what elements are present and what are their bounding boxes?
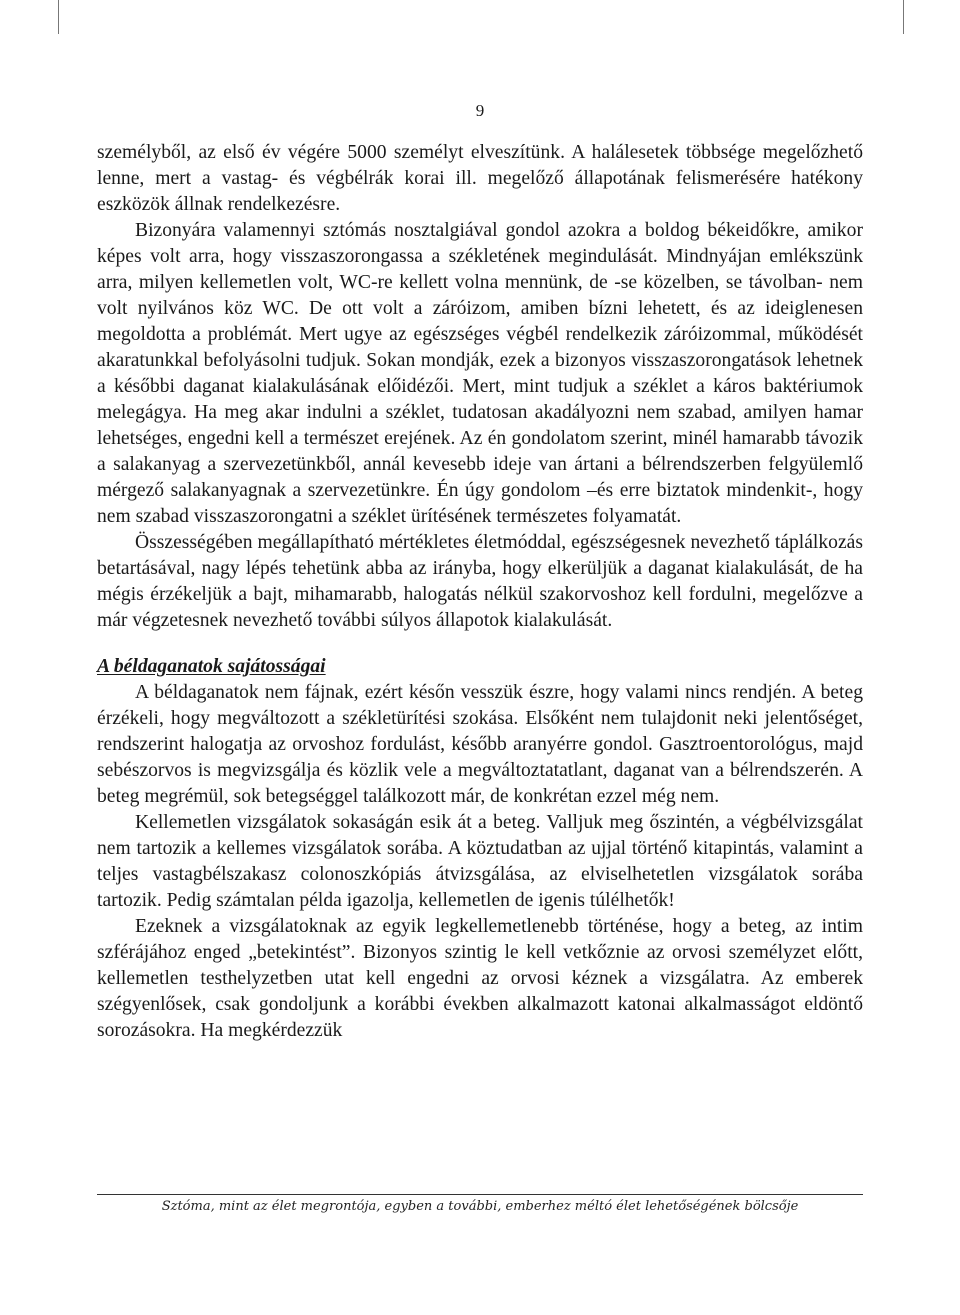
running-footer: Sztóma, mint az élet megrontója, egyben a további, emberhez méltó élet lehetőségének bölcsője: [161, 1199, 799, 1214]
section-paragraph-1: A béldaganatok nem fájnak, ezért későn vesszük észre, hogy valami nincs rendjén. A beteg érzékeli, hogy megváltozott a székletürítési szokása. Elsőként nem tulajdonit neki jelentőséget, rendszerint halogatja az orvoshoz fordulást, később aranyérre gondol. Gasztroentorológus, majd sebészorvos is megvizsgálja és közlik vele a megváltoztatatlant, daganat van a bélrendszerén. A beteg megrémül, sok betegséggel találkozott már, de konkrétan ezzel még nem.: [97, 682, 863, 807]
section-paragraph-2: Kellemetlen vizsgálatok sokaságán esik át a beteg. Valljuk meg őszintén, a végbélvizsgálat nem tartozik a kellemes vizsgálatok sorába. A köztudatban az ujjal történő kitapintás, valamint a teljes vastagbélszakasz colonoszkópiás átvizsgálása, az elviselhetetlen vizsgálatok sorába tartozik. Pedig számtalan példa igazolja, kellemetlen de igenis túlélhetők!: [97, 812, 863, 911]
page-body: [97, 140, 863, 1044]
section-title: A béldaganatok sajátosságai: [97, 656, 326, 677]
crop-mark-left: [58, 0, 59, 34]
body-paragraph-2: Bizonyára valamennyi sztómás nosztalgiával gondol azokra a boldog békeidőkre, amikor képes volt arra, hogy visszaszorongassa a székletének megindulását. Mindnyájan emlékszünk arra, milyen kellemetlen volt, WC-re kellett volna mennünk, de -se közelben, se távolban- nem volt nyilvános köz WC. De ott volt a záróizom, amiben bízni lehetett, és az ideiglenesen megoldotta a problémát. Mert ugye az egészséges végbél rendelkezik záróizommal, működését akaratunkkal befolyásolni tudjuk. Sokan mondják, ezek a bizonyos visszaszorongatások lehetnek a későbbi daganat kialakulásának előidézői. Mert, mint tudjuk a széklet a káros baktériumok melegágya. Ha meg akar indulni a széklet, tudatosan akadályozni nem szabad, amilyen hamar lehetséges, engedni kell a természet erejének. Az én gondolatom szerint, minél hamarabb távozik a salakanyag a szervezetünkből, annál kevesebb ideje van ártani a bélrendszerben felgyülemlő mérgező salakanyagnak a szervezetünkre. Én úgy gondolom –és erre biztatok mindenkit-, hogy nem szabad visszaszorongatni a széklet ürítésének természetes folyamatát.: [97, 220, 863, 527]
body-paragraph-1: személyből, az első év végére 5000 személyt elveszítünk. A halálesetek többsége megelőzhető lenne, mert a vastag- és végbélrák korai ill. megelőző állapotának felismerésére hatékony eszközök állnak rendelkezésre.: [97, 142, 863, 215]
footer-divider: [97, 1194, 863, 1195]
crop-mark-right: [903, 0, 904, 34]
page-number: 9: [475, 101, 485, 120]
body-paragraph-3: Összességében megállapítható mértékletes életmóddal, egészségesnek nevezhető táplálkozás betartásával, nagy lépés tehetünk abba az irányba, hogy elkerüljük a daganat kialakulását, de ha mégis érzékeljük a bajt, mihamarabb, halogatás nélkül szakorvoshoz kell fordulni, megelőzve a már végzetesnek nevezhető további súlyos állapotok kialakulását.: [97, 532, 863, 631]
section-paragraph-3: Ezeknek a vizsgálatoknak az egyik legkellemetlenebb történése, hogy a beteg, az intim szférájához enged „betekintést”. Bizonyos szintig le kell vetkőznie az orvosi személyzet előtt, kellemetlen testhelyzetben utat kell engedni az orvosi kéznek a vizsgálatra. Az emberek szégyenlősek, csak gondoljunk a korábbi években alkalmazott katonai alkalmasságot eldöntő sorozásokra. Ha megkérdezzük: [97, 916, 863, 1041]
